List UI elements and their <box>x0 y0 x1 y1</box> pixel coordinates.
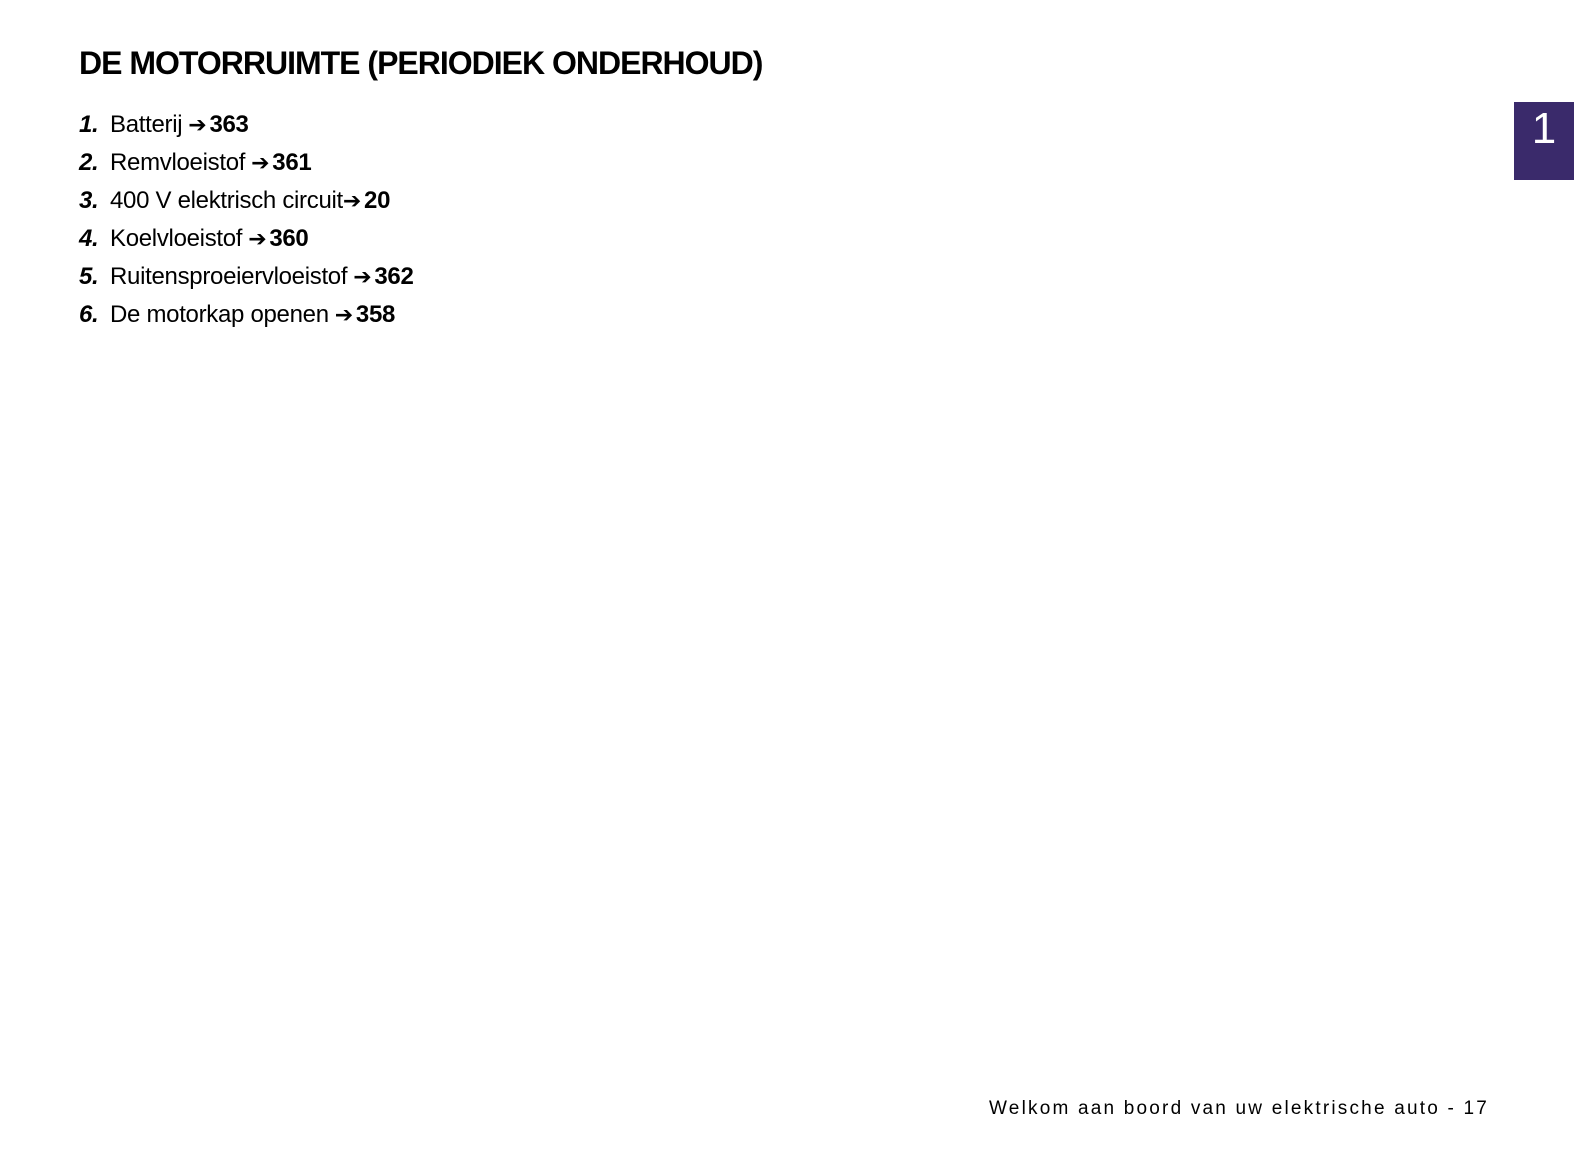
page-footer: Welkom aan boord van uw elektrische auto - 17 <box>989 1098 1489 1119</box>
item-label: Koelvloeistof <box>110 225 243 252</box>
arrow-right-icon: ➔ <box>342 188 362 213</box>
item-label: Remvloeistof <box>110 149 246 176</box>
reference-list <box>79 106 414 334</box>
item-label: De motorkap openen <box>110 301 329 328</box>
arrow-right-icon: ➔ <box>188 112 207 137</box>
page-reference-link[interactable]: 362 <box>374 263 414 290</box>
item-number: 6. <box>79 301 99 328</box>
chapter-number: 1 <box>1531 104 1557 153</box>
item-number: 5. <box>79 263 99 290</box>
arrow-right-icon: ➔ <box>334 302 353 327</box>
item-number: 3. <box>79 187 99 214</box>
list-item <box>79 220 414 258</box>
chapter-tab <box>1514 102 1574 180</box>
list-item <box>79 106 414 144</box>
item-label: 400 V elektrisch circuit <box>110 187 343 214</box>
page-reference-link[interactable]: 360 <box>269 225 309 252</box>
list-item <box>79 144 414 182</box>
list-item <box>79 296 414 334</box>
list-item <box>79 182 414 220</box>
page-reference-link[interactable]: 363 <box>209 111 249 138</box>
item-number: 2. <box>79 149 99 176</box>
arrow-right-icon: ➔ <box>251 150 270 175</box>
list-item <box>79 258 414 296</box>
arrow-right-icon: ➔ <box>353 264 372 289</box>
page-reference-link[interactable]: 358 <box>355 301 396 328</box>
page-reference-link[interactable]: 20 <box>364 187 391 214</box>
item-label: Batterij <box>110 111 183 138</box>
arrow-right-icon: ➔ <box>248 226 267 251</box>
page-reference-link[interactable]: 361 <box>272 149 312 176</box>
item-label: Ruitensproeiervloeistof <box>110 263 348 290</box>
item-number: 4. <box>79 225 99 252</box>
item-number: 1. <box>79 111 99 138</box>
page-title: DE MOTORRUIMTE (PERIODIEK ONDERHOUD) <box>79 45 763 81</box>
